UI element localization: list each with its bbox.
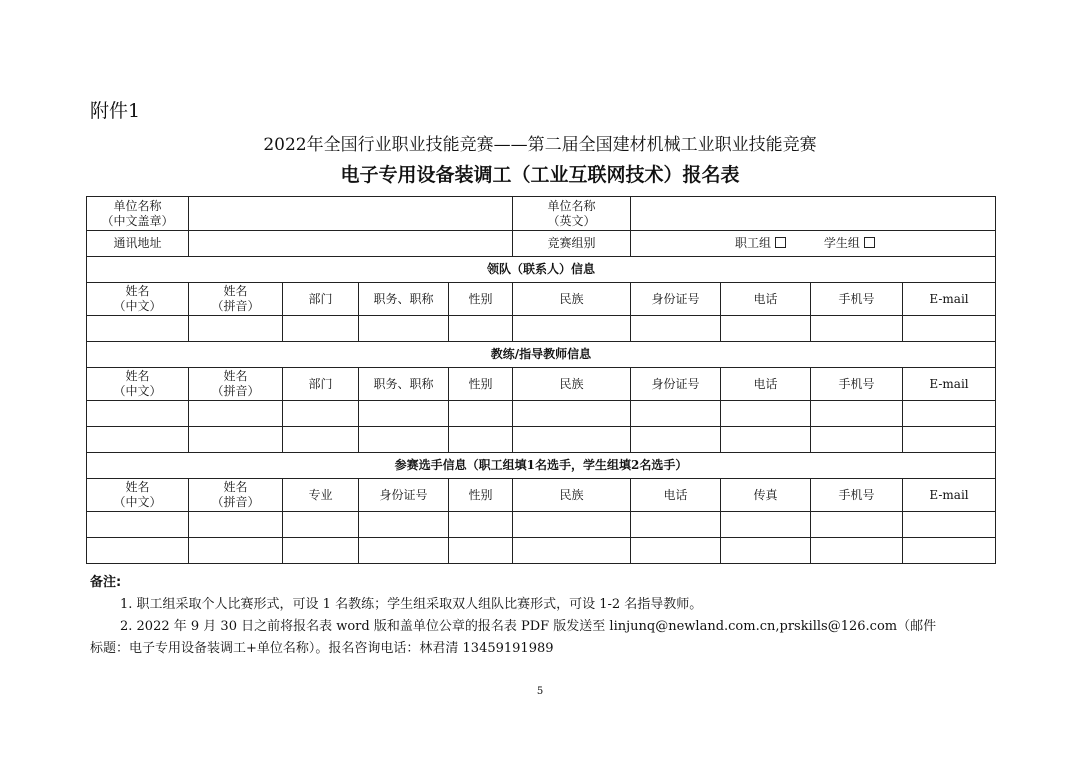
group-worker-checkbox[interactable] (775, 237, 786, 248)
entry-cell[interactable] (189, 427, 283, 453)
teacher-entry-row (87, 401, 996, 427)
unit-name-row (87, 197, 996, 231)
entry-cell[interactable] (903, 401, 996, 427)
leader-section-heading: 领队（联系人）信息 (87, 257, 996, 283)
entry-cell[interactable] (87, 512, 189, 538)
col-email: E-mail (903, 283, 996, 316)
group-student-label: 学生组 (823, 236, 860, 250)
entry-cell[interactable] (449, 316, 513, 342)
teacher-header-row (87, 368, 996, 401)
entry-cell[interactable] (449, 538, 513, 564)
entry-cell[interactable] (189, 316, 283, 342)
col-dept: 部门 (283, 283, 359, 316)
entry-cell[interactable] (513, 427, 631, 453)
entry-cell[interactable] (811, 316, 903, 342)
entry-cell[interactable] (283, 512, 359, 538)
note-item-2-continued: 标题：电子专用设备装调工+单位名称）。报名咨询电话：林君清 13459191989 (90, 641, 554, 656)
entry-cell[interactable] (283, 316, 359, 342)
group-label: 竞赛组别 (513, 231, 631, 257)
entry-cell[interactable] (903, 512, 996, 538)
entry-cell[interactable] (721, 538, 811, 564)
teacher-section-row (87, 342, 996, 368)
col-name-pinyin: 姓名 （拼音） (189, 368, 283, 401)
group-options (631, 231, 996, 257)
address-field[interactable] (189, 231, 513, 257)
entry-cell[interactable] (359, 316, 449, 342)
entry-cell[interactable] (811, 401, 903, 427)
entry-cell[interactable] (721, 512, 811, 538)
col-phone: 电话 (631, 479, 721, 512)
player-section-row (87, 453, 996, 479)
col-id: 身份证号 (359, 479, 449, 512)
entry-cell[interactable] (449, 512, 513, 538)
entry-cell[interactable] (631, 316, 721, 342)
entry-cell[interactable] (631, 427, 721, 453)
page-number: 5 (536, 686, 544, 697)
col-email: E-mail (903, 368, 996, 401)
player-section-heading: 参赛选手信息（职工组填1名选手，学生组填2名选手） (87, 453, 996, 479)
entry-cell[interactable] (189, 401, 283, 427)
entry-cell[interactable] (721, 316, 811, 342)
entry-cell[interactable] (513, 538, 631, 564)
col-mobile: 手机号 (811, 283, 903, 316)
col-mobile: 手机号 (811, 368, 903, 401)
entry-cell[interactable] (359, 427, 449, 453)
col-gender: 性别 (449, 283, 513, 316)
leader-section-row (87, 257, 996, 283)
entry-cell[interactable] (721, 401, 811, 427)
group-worker-label: 职工组 (735, 236, 772, 250)
entry-cell[interactable] (513, 512, 631, 538)
col-fax: 传真 (721, 479, 811, 512)
leader-entry-row (87, 316, 996, 342)
notes-heading: 备注: (90, 575, 122, 590)
unit-name-cn-label: 单位名称 （中文盖章） (87, 197, 189, 231)
player-entry-row (87, 538, 996, 564)
unit-name-en-field[interactable] (631, 197, 996, 231)
teacher-section-heading: 教练/指导教师信息 (87, 342, 996, 368)
entry-cell[interactable] (283, 401, 359, 427)
group-student-checkbox[interactable] (864, 237, 875, 248)
note-item-2: 2. 2022 年 9 月 30 日之前将报名表 word 版和盖单位公章的报名表 PDF 版发送至 linjunq@newland.com.cn,prskills@126.com（邮件 (120, 619, 937, 634)
entry-cell[interactable] (449, 427, 513, 453)
entry-cell[interactable] (903, 538, 996, 564)
entry-cell[interactable] (87, 427, 189, 453)
entry-cell[interactable] (87, 401, 189, 427)
col-id: 身份证号 (631, 368, 721, 401)
col-dept: 部门 (283, 368, 359, 401)
col-title: 职务、职称 (359, 368, 449, 401)
col-gender: 性别 (449, 368, 513, 401)
registration-form (86, 196, 996, 564)
col-ethnic: 民族 (513, 368, 631, 401)
entry-cell[interactable] (903, 316, 996, 342)
entry-cell[interactable] (189, 512, 283, 538)
entry-cell[interactable] (811, 538, 903, 564)
entry-cell[interactable] (359, 538, 449, 564)
address-row (87, 231, 996, 257)
entry-cell[interactable] (283, 427, 359, 453)
unit-name-cn-field[interactable] (189, 197, 513, 231)
col-name-pinyin: 姓名 （拼音） (189, 283, 283, 316)
entry-cell[interactable] (513, 316, 631, 342)
entry-cell[interactable] (87, 538, 189, 564)
entry-cell[interactable] (283, 538, 359, 564)
entry-cell[interactable] (359, 512, 449, 538)
col-phone: 电话 (721, 283, 811, 316)
entry-cell[interactable] (631, 401, 721, 427)
col-name-pinyin: 姓名 （拼音） (189, 479, 283, 512)
col-name-cn: 姓名 （中文） (87, 368, 189, 401)
document-title: 2022年全国行业职业技能竞赛——第二届全国建材机械工业职业技能竞赛 (263, 135, 817, 155)
entry-cell[interactable] (87, 316, 189, 342)
entry-cell[interactable] (903, 427, 996, 453)
entry-cell[interactable] (189, 538, 283, 564)
entry-cell[interactable] (359, 401, 449, 427)
col-gender: 性别 (449, 479, 513, 512)
col-ethnic: 民族 (513, 479, 631, 512)
col-name-cn: 姓名 （中文） (87, 479, 189, 512)
unit-name-en-label: 单位名称 （英文） (513, 197, 631, 231)
entry-cell[interactable] (631, 538, 721, 564)
attachment-label: 附件1 (90, 100, 141, 122)
entry-cell[interactable] (811, 512, 903, 538)
col-mobile: 手机号 (811, 479, 903, 512)
entry-cell[interactable] (449, 401, 513, 427)
teacher-entry-row (87, 427, 996, 453)
col-email: E-mail (903, 479, 996, 512)
col-id: 身份证号 (631, 283, 721, 316)
entry-cell[interactable] (721, 427, 811, 453)
col-title: 职务、职称 (359, 283, 449, 316)
entry-cell[interactable] (811, 427, 903, 453)
col-major: 专业 (283, 479, 359, 512)
player-header-row (87, 479, 996, 512)
form-title: 电子专用设备装调工（工业互联网技术）报名表 (340, 164, 740, 186)
leader-header-row (87, 283, 996, 316)
col-ethnic: 民族 (513, 283, 631, 316)
note-item-1: 1. 职工组采取个人比赛形式，可设 1 名教练；学生组采取双人组队比赛形式，可设 1-2 名指导教师。 (120, 597, 703, 612)
col-name-cn: 姓名 （中文） (87, 283, 189, 316)
notes (90, 572, 1000, 660)
address-label: 通讯地址 (87, 231, 189, 257)
player-entry-row (87, 512, 996, 538)
col-phone: 电话 (721, 368, 811, 401)
entry-cell[interactable] (631, 512, 721, 538)
entry-cell[interactable] (513, 401, 631, 427)
